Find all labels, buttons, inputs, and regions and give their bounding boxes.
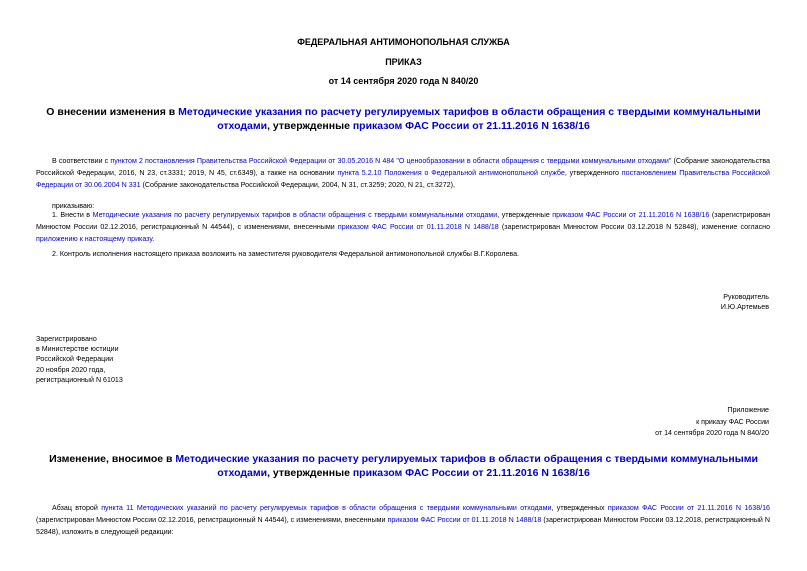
appendix-paragraph	[36, 503, 770, 538]
appendix-label: Приложение	[727, 406, 769, 414]
appendix-date: от 14 сентября 2020 года N 840/20	[655, 429, 769, 437]
registration-line: Российской Федерации	[36, 355, 114, 364]
title-link-order[interactable]: приказом ФАС России от 21.11.2016 N 1638/16	[352, 120, 590, 132]
final-text-1: Абзац второй	[52, 504, 102, 512]
registration-line: регистрационный N 61013	[36, 375, 123, 384]
registration-line: Зарегистрировано	[36, 335, 97, 343]
preamble-link-decree-331[interactable]: постановлением Правительства Российской Федерации от 30.06.2004 N 331	[36, 168, 771, 189]
item1-text-5: .	[152, 234, 155, 243]
final-text-2: , утвержденных	[551, 504, 608, 512]
preamble-link-decree-484[interactable]: пунктом 2 постановления Правительства Российской Федерации от 30.05.2016 N 484 "О ценообразовании в области обращения с твердыми коммунальными отходами"	[110, 157, 672, 165]
preamble-link-regulation[interactable]: пункта 5.2.10 Положения о Федеральной антимонопольной службе	[337, 168, 565, 177]
agency-name: ФЕДЕРАЛЬНАЯ АНТИМОНОПОЛЬНАЯ СЛУЖБА	[297, 37, 510, 47]
item1-link-guidelines[interactable]: Методические указания по расчету регулируемых тарифов в области обращения с твердыми коммунальными отходами	[92, 211, 498, 219]
document-date-number: от 14 сентября 2020 года N 840/20	[328, 76, 479, 86]
order-item-1	[36, 210, 770, 245]
registration-line: 20 ноября 2020 года,	[36, 365, 106, 374]
appendix-to-order: к приказу ФАС России	[696, 417, 769, 426]
item1-text-3: (зарегистрирован Минюстом России 02.12.2016, регистрационный N 44544), с изменениями, внесенными	[36, 211, 770, 231]
order-item-2: 2. Контроль исполнения настоящего приказа возложить на заместителя руководителя Федеральной антимонопольной службы В.Г.Королева.	[52, 250, 520, 258]
appendix-title-text-1: Изменение, вносимое в	[49, 453, 176, 465]
signature-role: Руководитель	[723, 293, 769, 301]
preamble-text-3: , утвержденного	[564, 168, 622, 177]
final-link-item-11[interactable]: пункта 11 Методических указаний по расчету регулируемых тарифов в области обращения с твердыми коммунальными отходами	[101, 504, 552, 512]
title-text-1: О внесении изменения в	[46, 106, 179, 118]
title-link-guidelines[interactable]: Методические указания по расчету регулируемых тарифов в области обращения с твердыми коммунальными отходами	[178, 106, 761, 132]
preamble-text-4: (Собрание законодательства Российской Федерации, 2004, N 31, ст.3259; 2020, N 21, ст.3272),	[140, 180, 455, 189]
registration-line: в Министерстве юстиции	[36, 345, 119, 354]
order-word: приказываю:	[52, 202, 95, 210]
appendix-header	[480, 405, 769, 440]
preamble-paragraph	[36, 156, 770, 191]
final-text-3: (зарегистрирован Минюстом России 02.12.2016, регистрационный N 44544), с изменениями, внесенными	[36, 515, 388, 524]
document-title	[30, 105, 777, 133]
item1-text-2: , утвержденные	[497, 211, 553, 219]
registration-block	[36, 334, 123, 385]
appendix-title-link-order[interactable]: приказом ФАС России от 21.11.2016 N 1638/16	[352, 467, 590, 479]
appendix-title-link-guidelines[interactable]: Методические указания по расчету регулируемых тарифов в области обращения с твердыми коммунальными отходами	[175, 453, 758, 479]
final-link-order-1488[interactable]: приказом ФАС России от 01.11.2018 N 1488/18	[387, 515, 542, 524]
appendix-title-text-2: , утвержденные	[267, 467, 353, 479]
final-text-4: (зарегистрирован Минюстом России 03.12.2018, регистрационный N 52848), изложить в следующей редакции:	[36, 515, 770, 536]
item1-text-4: (зарегистрирован Минюстом России 03.12.2018 N 52848), изменение согласно	[498, 222, 771, 231]
signature-name: И.Ю.Артемьев	[720, 303, 769, 311]
preamble-text-1: В соответствии с	[52, 157, 111, 165]
title-text-2: , утвержденные	[267, 120, 353, 132]
preamble-text-2: (Собрание законодательства Российской Федерации, 2016, N 23, ст.3331; 2019, N 45, ст.6349), а также на основании	[36, 157, 771, 177]
document-type: ПРИКАЗ	[385, 57, 422, 67]
item1-text-1: 1. Внести в	[52, 211, 93, 219]
appendix-title	[30, 452, 777, 480]
item1-link-order-1488[interactable]: приказом ФАС России от 01.11.2018 N 1488/18	[337, 222, 499, 231]
item1-link-appendix[interactable]: приложению к настоящему приказу	[36, 234, 153, 243]
final-link-order-1638[interactable]: приказом ФАС России от 21.11.2016 N 1638/16	[607, 504, 770, 512]
item1-link-order-1638[interactable]: приказом ФАС России от 21.11.2016 N 1638/16	[552, 211, 710, 219]
